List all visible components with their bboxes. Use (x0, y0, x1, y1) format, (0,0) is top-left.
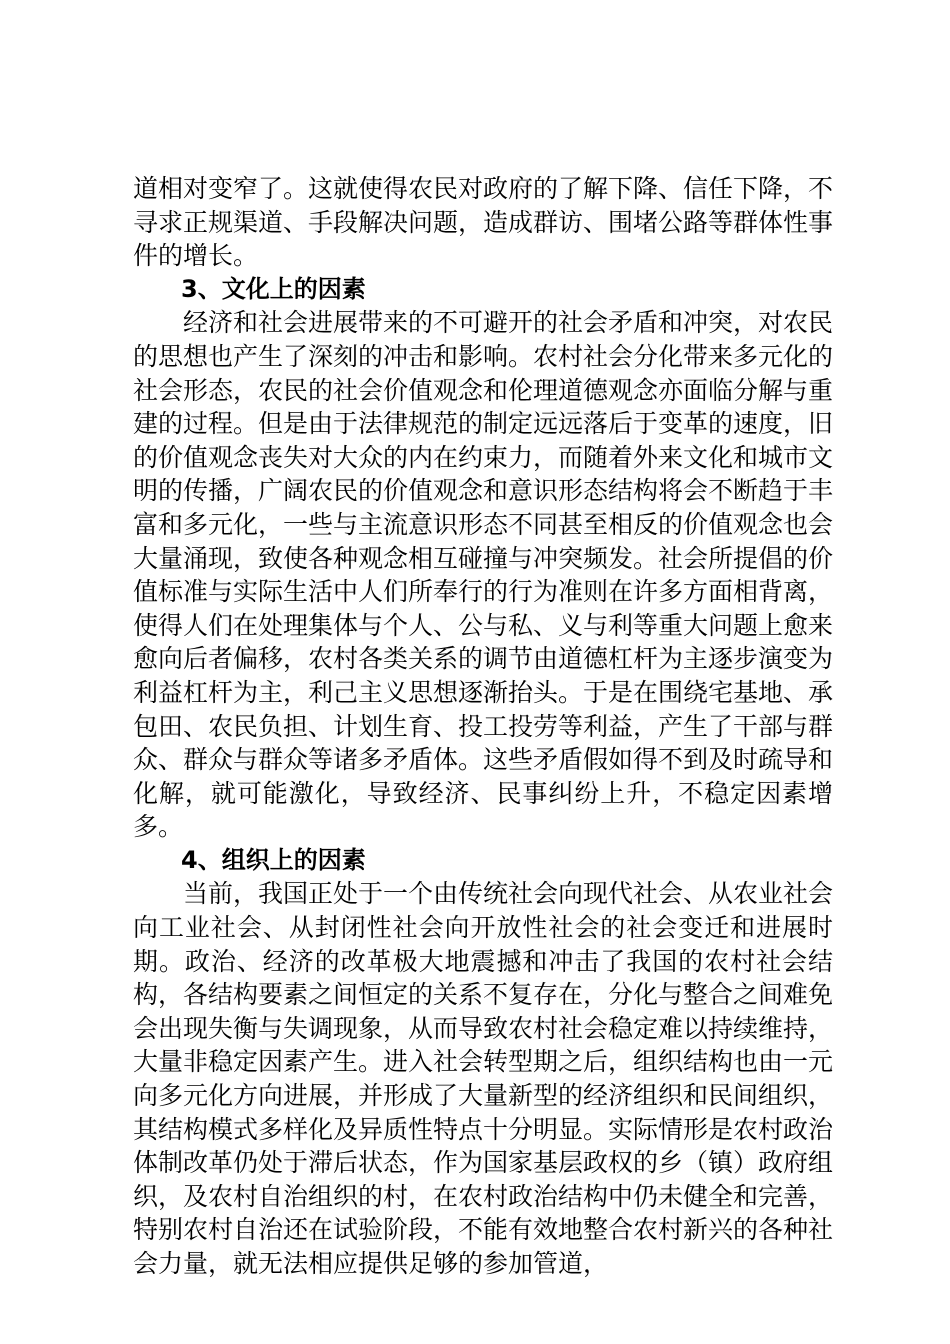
paragraph-culture: 经济和社会进展带来的不可避开的社会矛盾和冲突，对农民的思想也产生了深刻的冲击和影响。农村社会分化带来多元化的社会形态，农民的社会价值观念和伦理道德观念亦面临分解与重建的过程。但是由于法律规范的制定远远落后于变革的速度，旧的价值观念丧失对大众的内在约束力，而随着外来文化和城市文明的传播，广阔农民的价值观念和意识形态结构将会不断趋于丰富和多元化，一些与主流意识形态不同甚至相反的价值观念也会大量涌现，致使各种观念相互碰撞与冲突频发。社会所提倡的价值标准与实际生活中人们所奉行的行为准则在许多方面相背离，使得人们在处理集体与个人、公与私、义与利等重大问题上愈来愈向后者偏移，农村各类关系的调节由道德杠杆为主逐步演变为利益杠杆为主，利己主义思想逐渐抬头。于是在围绕宅基地、承包田、农民负担、计划生育、投工投劳等利益，产生了干部与群众、群众与群众等诸多矛盾体。这些矛盾假如得不到及时疏导和化解，就可能激化，导致经济、民事纠纷上升，不稳定因素增多。 (133, 308, 834, 842)
paragraph-continuation: 道相对变窄了。这就使得农民对政府的了解下降、信任下降，不寻求正规渠道、手段解决问题，造成群访、围堵公路等群体性事件的增长。 (133, 174, 834, 271)
paragraph-organization: 当前，我国正处于一个由传统社会向现代社会、从农业社会向工业社会、从封闭性社会向开放性社会的社会变迁和进展时期。政治、经济的改革极大地震撼和冲击了我国的农村社会结构，各结构要素之间恒定的关系不复存在，分化与整合之间难免会出现失衡与失调现象，从而导致农村社会稳定难以持续维持，大量非稳定因素产生。进入社会转型期之后，组织结构也由一元向多元化方向进展，并形成了大量新型的经济组织和民间组织，其结构模式多样化及异质性特点十分明显。实际情形是农村政治体制改革仍处于滞后状态，作为国家基层政权的乡（镇）政府组织，及农村自治组织的村，在农村政治结构中仍未健全和完善，特别农村自治还在试验阶段，不能有效地整合农村新兴的各种社会力量，就无法相应提供足够的参加管道， (133, 879, 834, 1278)
document-page (133, 172, 833, 1281)
section-heading-organization: 4、组织上的因素 (181, 845, 366, 874)
section-heading-culture: 3、文化上的因素 (181, 274, 366, 303)
